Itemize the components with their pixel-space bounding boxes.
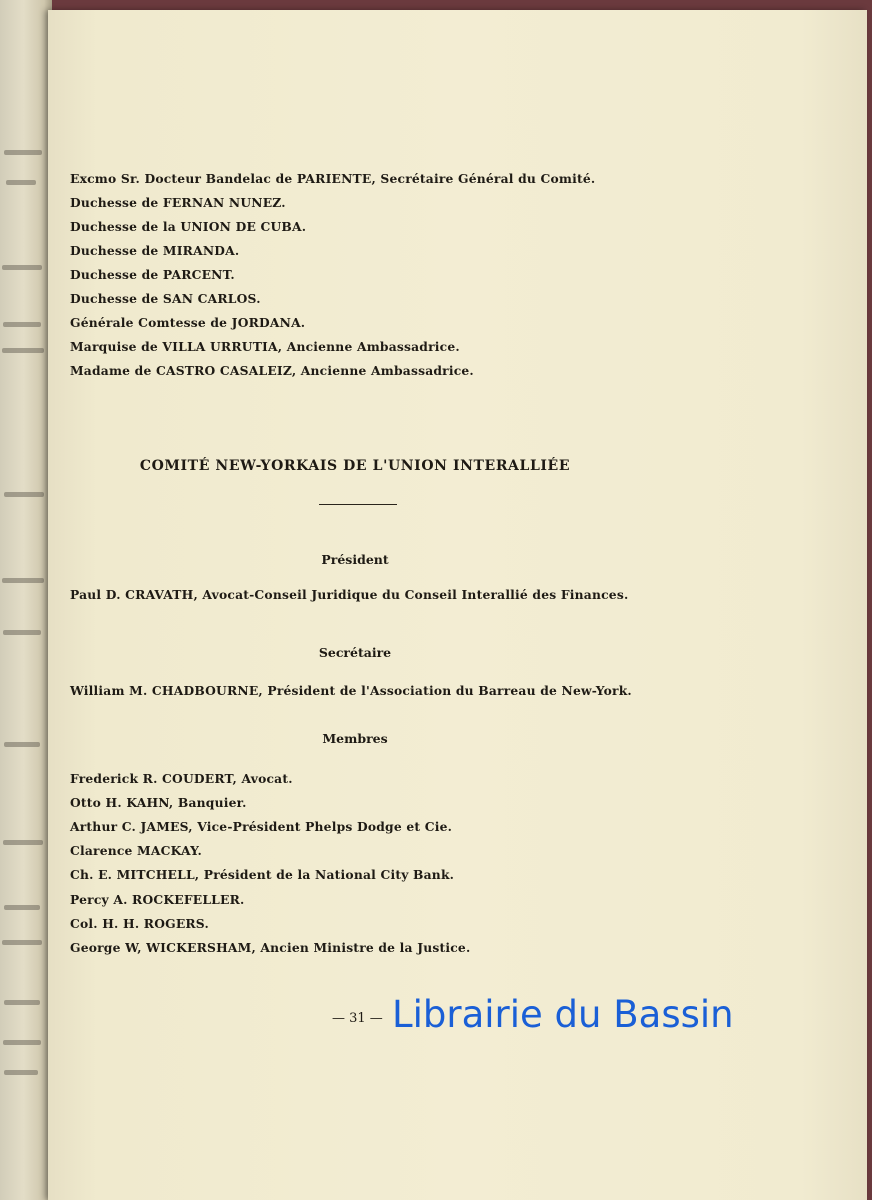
member-line: Otto H. KAHN, Banquier. [70,795,247,810]
president-heading: Président [321,552,389,567]
member-line: Col. H. H. ROGERS. [70,916,209,931]
member-line: Percy A. ROCKEFELLER. [70,892,245,907]
member-line: Clarence MACKAY. [70,843,202,858]
member-line: George W, WICKERSHAM, Ancien Ministre de la Justice. [70,940,471,955]
page-number: — 31 — [332,1011,383,1026]
section-title: COMITÉ NEW-YORKAIS DE L'UNION INTERALLIÉE [139,458,571,474]
member-line: Générale Comtesse de JORDANA. [70,315,306,330]
member-line: Arthur C. JAMES, Vice-Président Phelps Dodge et Cie. [70,819,453,834]
members-heading: Membres [322,731,388,746]
member-line: Duchesse de FERNAN NUNEZ. [70,195,286,210]
member-line: Excmo Sr. Docteur Bandelac de PARIENTE, Secrétaire Général du Comité. [70,171,596,186]
member-line: Duchesse de SAN CARLOS. [70,291,261,306]
title-rule [319,504,397,505]
member-line: Madame de CASTRO CASALEIZ, Ancienne Ambassadrice. [70,363,474,378]
member-line: Marquise de VILLA URRUTIA, Ancienne Ambassadrice. [70,339,460,354]
secretary-heading: Secrétaire [318,645,392,660]
secretary-line: William M. CHADBOURNE, Président de l'Association du Barreau de New-York. [70,683,632,698]
facing-page-edge [0,0,52,1200]
president-line: Paul D. CRAVATH, Avocat-Conseil Juridique du Conseil Interallié des Finances. [70,587,629,602]
member-line: Frederick R. COUDERT, Avocat. [70,771,293,786]
member-line: Duchesse de MIRANDA. [70,243,240,258]
member-line: Duchesse de la UNION DE CUBA. [70,219,307,234]
member-line: Duchesse de PARCENT. [70,267,235,282]
member-line: Ch. E. MITCHELL, Président de la National City Bank. [70,867,455,882]
watermark-text: Librairie du Bassin [392,993,734,1036]
